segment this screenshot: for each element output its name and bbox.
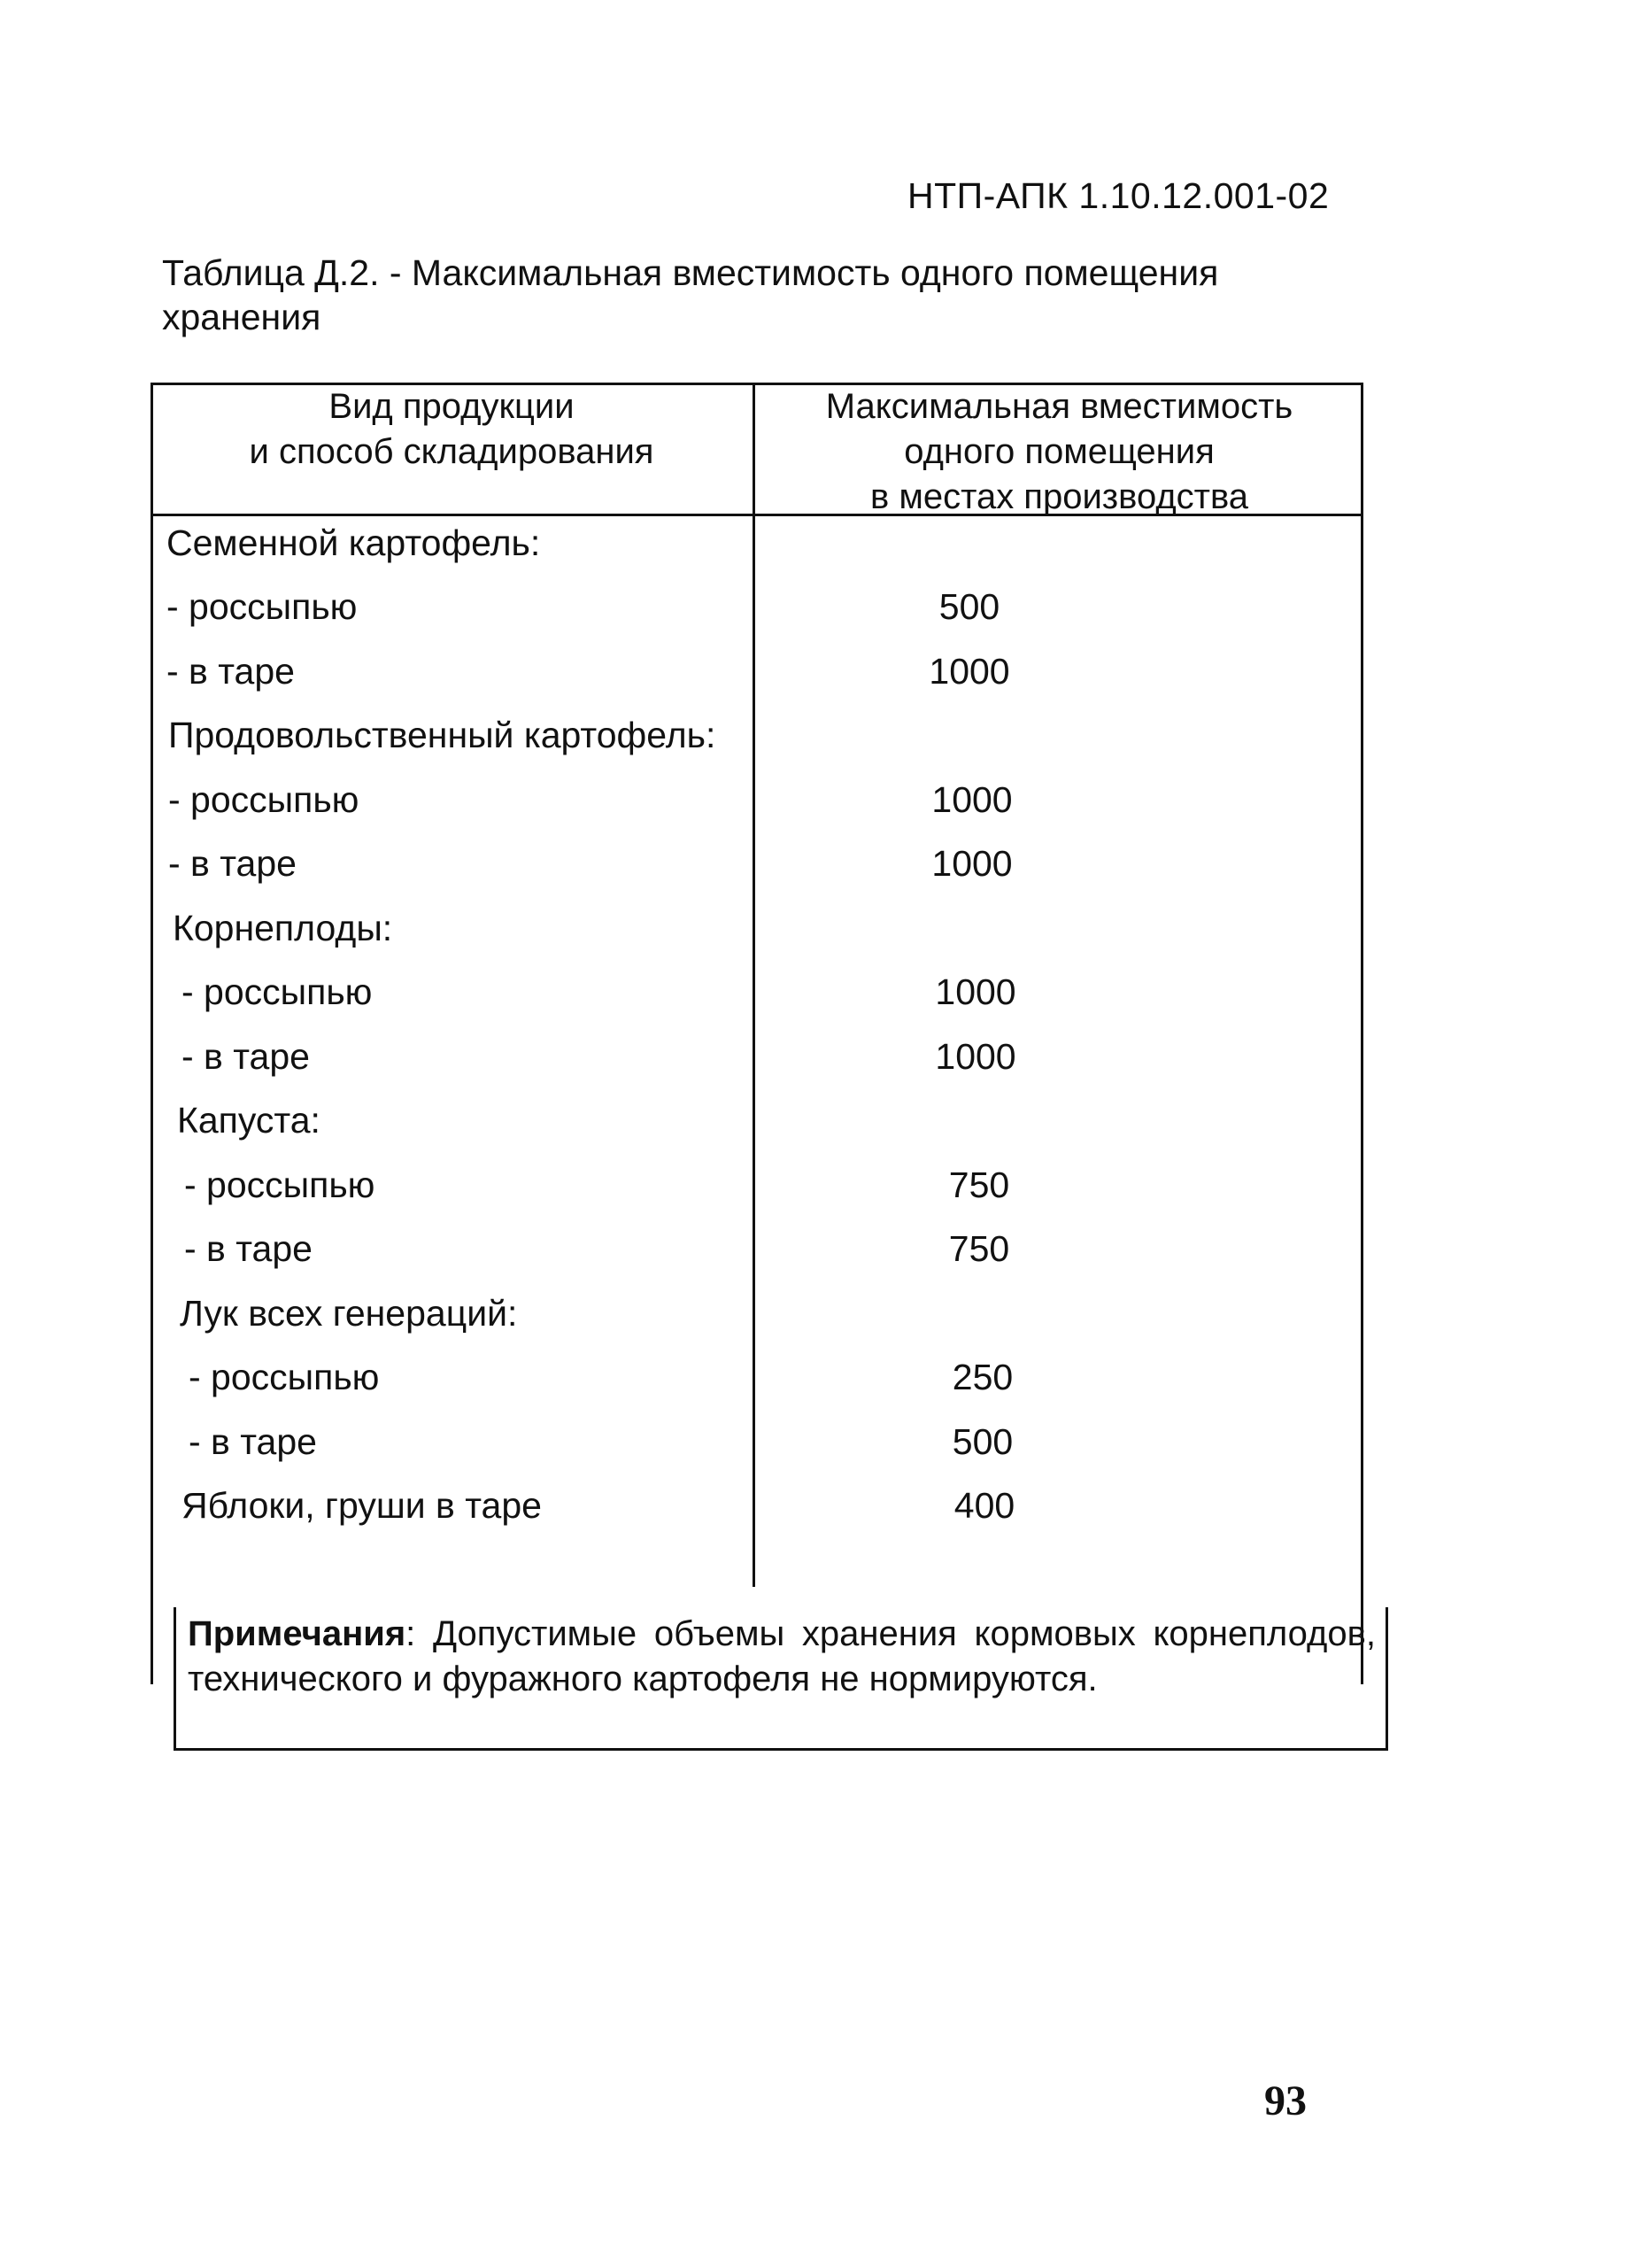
table-caption: Таблица Д.2. - Максимальная вместимость одного помещения хранения [162, 252, 1219, 337]
row-label: - в таре [181, 1036, 310, 1077]
row-label: - россыпью [184, 1164, 375, 1205]
row-label: - россыпью [181, 971, 373, 1012]
row-value: 1000 [931, 779, 1013, 820]
row-label: - в таре [184, 1228, 313, 1269]
row-label: - в таре [166, 651, 295, 692]
row-label: Яблоки, груши в таре [181, 1485, 542, 1526]
row-value: 250 [952, 1357, 1014, 1397]
row-label: Капуста: [177, 1100, 320, 1141]
row-value: 1000 [931, 843, 1013, 884]
row-label: - россыпью [168, 779, 359, 820]
row-value: 1000 [935, 971, 1016, 1012]
row-value: 400 [953, 1485, 1015, 1526]
row-label: Лук всех генераций: [180, 1293, 518, 1334]
row-label: Семенной картофель: [166, 522, 541, 563]
column-header-product: Вид продукции и способ складирования [249, 387, 654, 471]
row-value: 1000 [935, 1036, 1016, 1077]
row-label: Корнеплоды: [173, 908, 393, 948]
note-body: : Допустимые объемы хранения кормовых корнеплодов, технического и фуражного картофеля не нормируются. [188, 1614, 1376, 1698]
row-value: 500 [938, 586, 1000, 627]
row-label: - россыпью [166, 586, 358, 627]
row-value: 750 [948, 1164, 1010, 1205]
note-label: Примечания [188, 1614, 406, 1653]
page-number: 93 [1264, 2077, 1307, 2124]
column-divider [753, 383, 755, 1587]
row-label: - россыпью [189, 1357, 380, 1397]
document-code: НТП-АПК 1.10.12.001-02 [907, 175, 1330, 216]
row-value: 500 [952, 1421, 1014, 1462]
row-value: 1000 [929, 651, 1010, 692]
row-value: 750 [948, 1228, 1010, 1269]
column-header-capacity: Максимальная вместимость одного помещения в местах производства [825, 387, 1293, 516]
table-note [188, 1612, 1376, 1702]
row-label: - в таре [189, 1421, 317, 1462]
row-label: Продовольственный картофель: [168, 715, 716, 755]
row-label: - в таре [168, 843, 297, 884]
